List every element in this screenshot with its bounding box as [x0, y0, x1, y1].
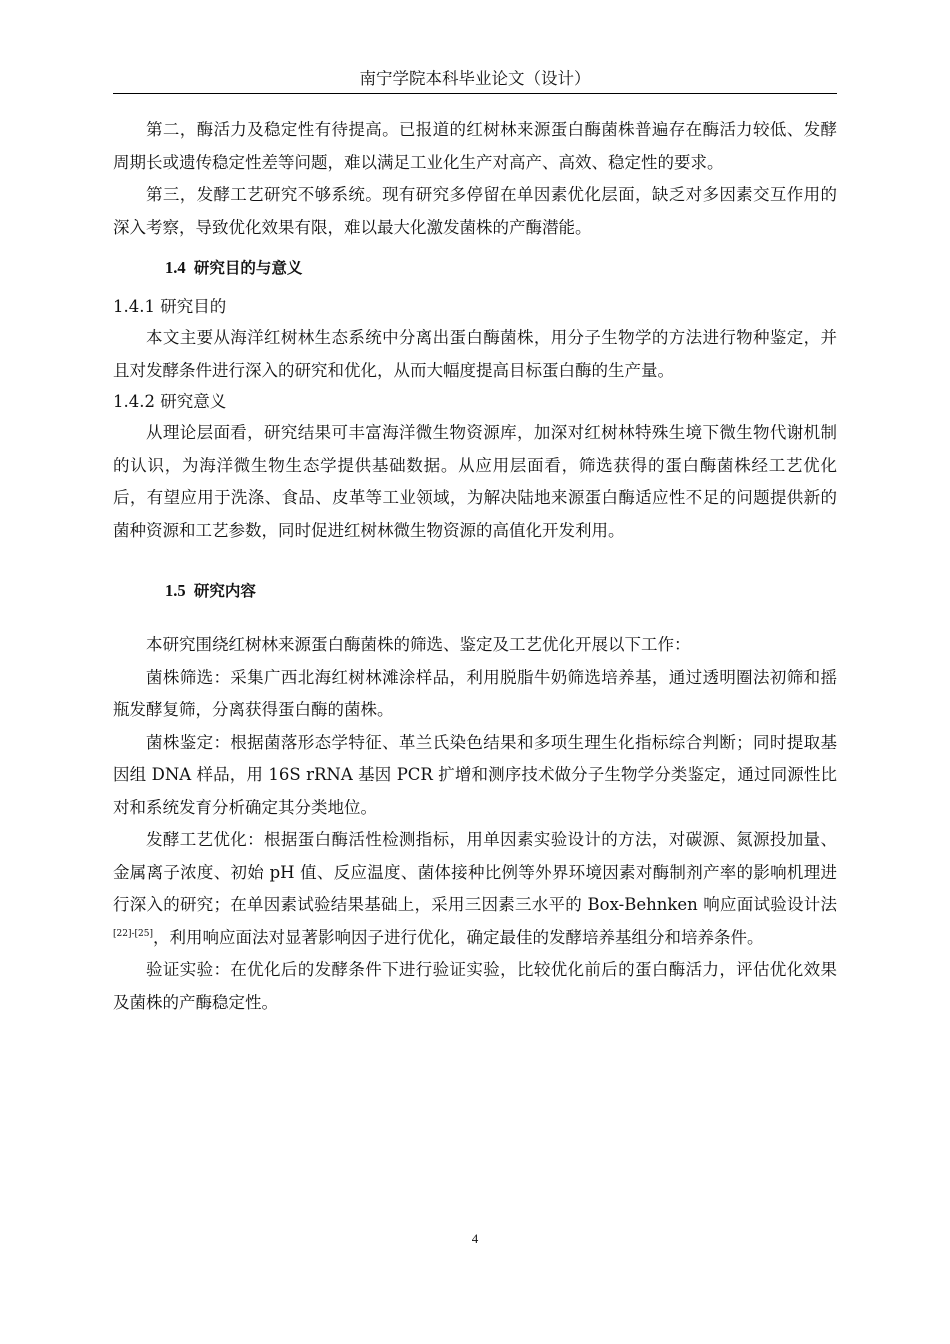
page-header: 南宁学院本科毕业论文（设计） — [359, 69, 591, 88]
page-body — [113, 114, 837, 1019]
section-heading-1-4 — [113, 252, 837, 284]
section-number: 1.5 — [165, 581, 186, 600]
section-title: 研究内容 — [193, 582, 256, 600]
paragraph-strain-screening: 菌株筛选：采集广西北海红树林滩涂样品，利用脱脂牛奶筛选培养基，通过透明圈法初筛和摇瓶发酵复筛，分离获得蛋白酶的菌株。 — [113, 667, 837, 719]
paragraph-content-intro: 本研究围绕红树林来源蛋白酶菌株的筛选、鉴定及工艺优化开展以下工作： — [146, 635, 691, 654]
section-heading-1-5 — [113, 575, 837, 607]
paragraph-verification: 验证实验：在优化后的发酵条件下进行验证实验，比较优化前后的蛋白酶活力，评估优化效果及菌株的产酶稳定性。 — [113, 960, 837, 1012]
header-rule — [113, 93, 837, 94]
fermentation-text-part-2: ，利用响应面法对显著影响因子进行优化，确定最佳的发酵培养基组分和培养条件。 — [153, 927, 764, 947]
paragraph-second-point: 第二，酶活力及稳定性有待提高。已报道的红树林来源蛋白酶菌株普遍存在酶活力较低、发酵周期长或遗传稳定性差等问题，难以满足工业化生产对高产、高效、稳定性的要求。 — [113, 120, 837, 172]
paragraph-third-point: 第三，发酵工艺研究不够系统。现有研究多停留在单因素优化层面，缺乏对多因素交互作用的深入考察，导致优化效果有限，难以最大化激发菌株的产酶潜能。 — [113, 185, 837, 237]
paragraph-fermentation-optimization — [113, 824, 837, 954]
subsection-heading-1-4-1: 1.4.1 研究目的 — [113, 297, 227, 316]
section-number: 1.4 — [165, 258, 186, 277]
paragraph-research-significance: 从理论层面看，研究结果可丰富海洋微生物资源库，加深对红树林特殊生境下微生物代谢机制的认识，为海洋微生物生态学提供基础数据。从应用层面看，筛选获得的蛋白酶菌株经工艺优化后，有望应用于洗涤、食品、皮革等工业领域，为解决陆地来源蛋白酶适应性不足的问题提供新的菌种资源和工艺参数，同时促进红树林微生物资源的高值化开发利用。 — [113, 423, 837, 540]
paragraph-strain-identification: 菌株鉴定：根据菌落形态学特征、革兰氏染色结果和多项生理生化指标综合判断；同时提取基因组 DNA 样品，用 16S rRNA 基因 PCR 扩增和测序技术做分子生物学分类鉴定，通过同源性比对和系统发育分析确定其分类地位。 — [113, 732, 837, 817]
paragraph-research-purpose: 本文主要从海洋红树林生态系统中分离出蛋白酶菌株，用分子生物学的方法进行物种鉴定，并且对发酵条件进行深入的研究和优化，从而大幅度提高目标蛋白酶的生产量。 — [113, 328, 837, 380]
subsection-heading-1-4-2: 1.4.2 研究意义 — [113, 392, 227, 411]
section-title: 研究目的与意义 — [193, 259, 303, 277]
page-number: 4 — [471, 1231, 479, 1246]
citation-reference: [22]-[25] — [113, 928, 153, 939]
fermentation-text-part-1: 发酵工艺优化：根据蛋白酶活性检测指标，用单因素实验设计的方法，对碳源、氮源投加量、金属离子浓度、初始 pH 值、反应温度、菌体接种比例等外界环境因素对酶制剂产率的影响机理进行深入的研究；在单因素试验结果基础上，采用三因素三水平的 Box-Behnken 响应面试验设计法 — [113, 830, 837, 914]
